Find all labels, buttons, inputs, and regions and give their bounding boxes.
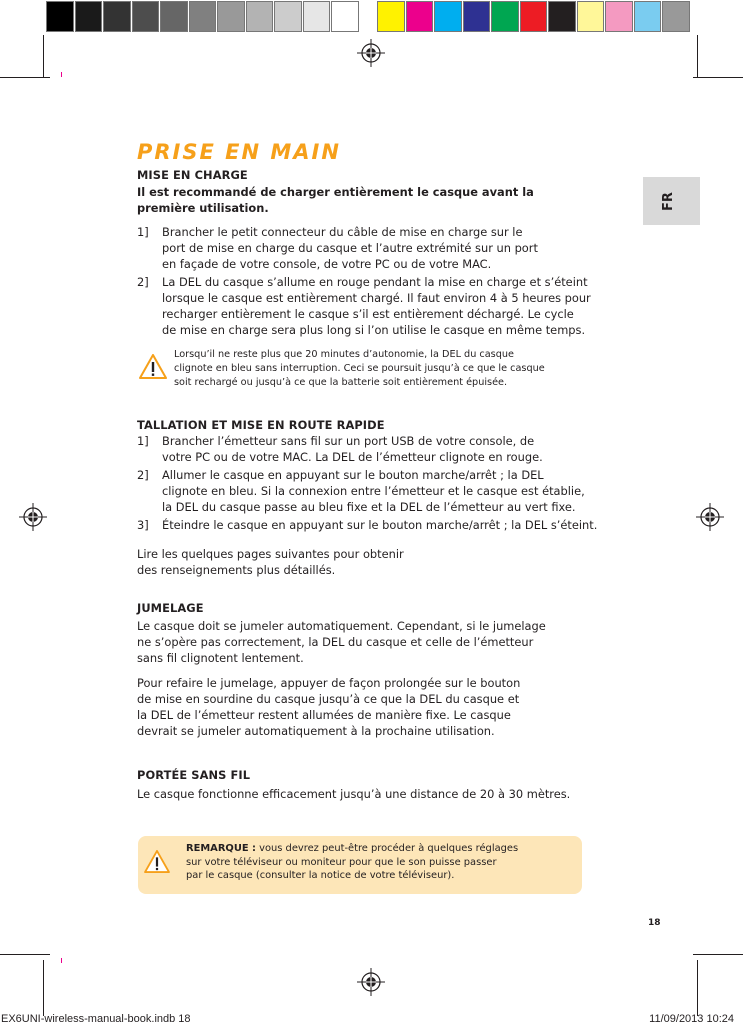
color-swatch (103, 1, 131, 32)
remark-line-1: vous devrez peut-être procéder à quelques réglages (255, 843, 519, 854)
crop-mark (697, 35, 698, 77)
section-heading-pairing: JUMELAGE (137, 601, 204, 615)
registration-mark-icon (19, 503, 47, 531)
warning-icon (144, 850, 170, 873)
pairing-paragraph-2: Pour refaire le jumelage, appuyer de façon prolongée sur le bouton de mise en sourdine du casque jusqu’à ce que la DEL du casque et la DEL de l’émetteur restent allumées de manière fixe. Le casque devrait se jumeler automatiquement à la prochaine utilisation. (137, 676, 521, 738)
color-swatch (246, 1, 274, 32)
remark-text (186, 842, 518, 883)
list-item-text: Allumer le casque en appuyant sur le bouton marche/arrêt ; la DEL clignote en bleu. Si la connexion entre l’émetteur et le casque est établie, la DEL du casque passe au bleu fixe et la DEL de l’émetteur au vert fixe. (162, 468, 585, 514)
section-heading-range: PORTÉE SANS FIL (137, 768, 251, 782)
pairing-paragraph-1: Le casque doit se jumeler automatiquement. Cependant, si le jumelage ne s’opère pas correctement, la DEL du casque et celle de l’émetteur sans fil clignotent lentement. (137, 619, 546, 665)
warning-icon (139, 354, 167, 379)
crop-mark (693, 954, 743, 955)
gray-color-bar (46, 1, 360, 32)
page-number: 18 (648, 918, 661, 928)
registration-mark-icon (696, 503, 724, 531)
color-swatch (189, 1, 217, 32)
crop-mark (61, 72, 62, 77)
crop-mark (0, 954, 50, 955)
crop-mark (697, 960, 698, 1016)
list-item-text: Éteindre le casque en appuyant sur le bouton marche/arrêt ; la DEL s’éteint. (162, 518, 598, 532)
install-more-info: Lire les quelques pages suivantes pour obtenir des renseignements plus détaillés. (137, 547, 404, 577)
list-item-number: 2] (137, 468, 149, 482)
crop-mark (43, 35, 44, 77)
color-swatch (491, 1, 519, 32)
crop-mark (0, 77, 50, 78)
color-swatch (634, 1, 662, 32)
color-swatch (217, 1, 245, 32)
footer-timestamp: 11/09/2013 10:24 (649, 1013, 734, 1025)
color-swatch (434, 1, 462, 32)
crop-mark (43, 960, 44, 1016)
footer-file-name: EX6UNI-wireless-manual-book.indb 18 (1, 1013, 191, 1025)
crop-mark (61, 958, 62, 963)
page-title: PRISE EN MAIN (137, 140, 341, 164)
process-color-bar (377, 1, 691, 32)
color-swatch (46, 1, 74, 32)
list-item-text: La DEL du casque s’allume en rouge pendant la mise en charge et s’éteint lorsque le casque est entièrement chargé. Il faut environ 4 à 5 heures pour recharger entièrement le casque s’il est entièrement déchargé. Le cycle de mise en charge sera plus long si l’on utilise le casque en même temps. (162, 275, 591, 337)
color-swatch (303, 1, 331, 32)
list-item-number: 2] (137, 275, 149, 289)
list-item-text: Brancher l’émetteur sans fil sur un port USB de votre console, de votre PC ou de votre MAC. La DEL de l’émetteur clignote en rouge. (162, 434, 543, 464)
list-item-text: Brancher le petit connecteur du câble de mise en charge sur le port de mise en charge du casque et l’autre extrémité sur un port en façade de votre console, de votre PC ou de votre MAC. (162, 225, 538, 271)
list-item-number: 1] (137, 225, 149, 239)
color-swatch (662, 1, 690, 32)
color-swatch (160, 1, 188, 32)
color-swatch (605, 1, 633, 32)
list-item-number: 3] (137, 518, 149, 532)
remark-rest: sur votre téléviseur ou moniteur pour que le son puisse passer par le casque (consulter la notice de votre téléviseur). (186, 856, 497, 881)
section-heading-charge: MISE EN CHARGE (137, 168, 248, 182)
registration-mark-icon (357, 39, 385, 67)
range-text: Le casque fonctionne efficacement jusqu’à une distance de 20 à 30 mètres. (137, 787, 571, 801)
crop-mark (693, 77, 743, 78)
language-tab (643, 177, 700, 225)
color-swatch (463, 1, 491, 32)
color-swatch (577, 1, 605, 32)
language-tab-label: FR (660, 192, 676, 211)
remark-label: REMARQUE : (186, 843, 256, 854)
color-swatch (75, 1, 103, 32)
color-swatch (274, 1, 302, 32)
color-swatch (520, 1, 548, 32)
list-item-number: 1] (137, 434, 149, 448)
color-swatch (132, 1, 160, 32)
charge-intro: Il est recommandé de charger entièrement le casque avant la première utilisation. (137, 185, 534, 215)
color-swatch (548, 1, 576, 32)
color-swatch (331, 1, 359, 32)
color-swatch (377, 1, 405, 32)
charge-warning-note: Lorsqu’il ne reste plus que 20 minutes d’autonomie, la DEL du casque clignote en bleu sans interruption. Ceci se poursuit jusqu’à ce que le casque soit rechargé ou jusqu’à ce que la batterie soit entièrement épuisée. (174, 349, 545, 388)
remark-box (138, 836, 582, 894)
section-heading-install: TALLATION ET MISE EN ROUTE RAPIDE (137, 418, 385, 432)
registration-mark-icon (357, 968, 385, 996)
color-swatch (406, 1, 434, 32)
